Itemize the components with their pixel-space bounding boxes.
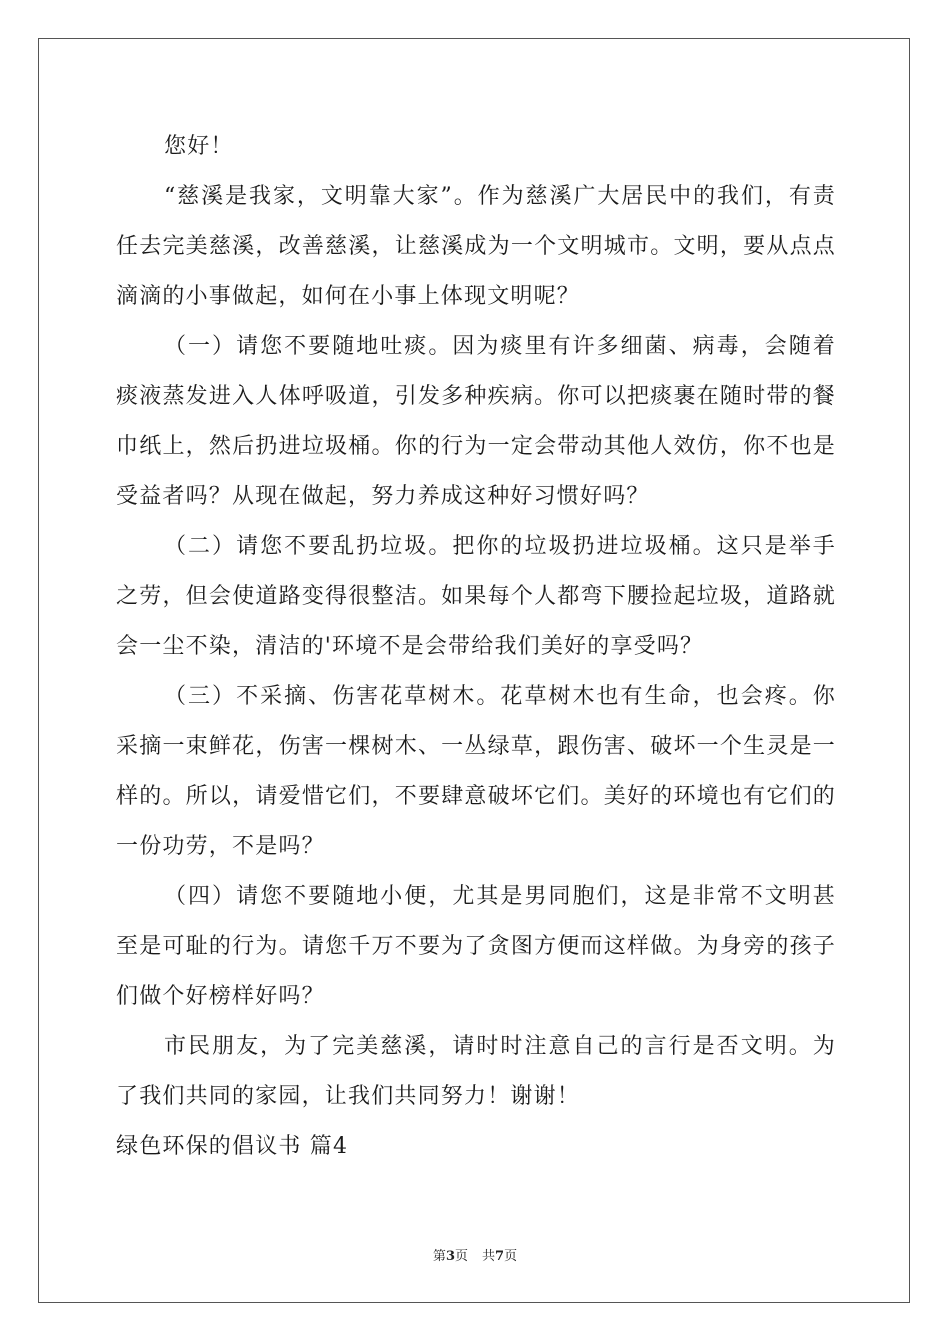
- total-prefix: 共: [482, 1249, 496, 1264]
- document-body: [116, 122, 836, 1172]
- page-footer: [0, 1245, 950, 1264]
- paragraph-closing: 市民朋友，为了完美慈溪，请时时注意自己的言行是否文明。为了我们共同的家园，让我们共同努力！谢谢！: [116, 1034, 836, 1109]
- total-suffix: 页: [504, 1249, 518, 1264]
- page-current: 3: [445, 1249, 455, 1264]
- paragraph-intro: “慈溪是我家，文明靠大家”。作为慈溪广大居民中的我们，有责任去完美慈溪，改善慈溪，让慈溪成为一个文明城市。文明，要从点点滴滴的小事做起，如何在小事上体现文明呢？: [116, 184, 836, 309]
- page-total: 7: [495, 1249, 505, 1264]
- greeting: 您好！: [164, 134, 234, 159]
- paragraph-item-2: （二）请您不要乱扔垃圾。把你的垃圾扔进垃圾桶。这只是举手之劳，但会使道路变得很整洁。如果每个人都弯下腰捡起垃圾，道路就会一尘不染，清洁的'环境不是会带给我们美好的享受吗？: [116, 534, 836, 659]
- paragraph-item-4: （四）请您不要随地小便，尤其是男同胞们，这是非常不文明甚至是可耻的行为。请您千万不要为了贪图方便而这样做。为身旁的孩子们做个好榜样好吗？: [116, 884, 836, 1009]
- paragraph-item-3: （三）不采摘、伤害花草树木。花草树木也有生命，也会疼。你采摘一束鲜花，伤害一棵树木、一丛绿草，跟伤害、破坏一个生灵是一样的。所以，请爱惜它们，不要肆意破坏它们。美好的环境也有它们的一份功劳，不是吗？: [116, 684, 836, 859]
- page-suffix: 页: [454, 1249, 468, 1264]
- page-prefix: 第: [432, 1249, 446, 1264]
- section-heading: 绿色环保的倡议书 篇4: [116, 1134, 349, 1159]
- paragraph-item-1: （一）请您不要随地吐痰。因为痰里有许多细菌、病毒，会随着痰液蒸发进入人体呼吸道，引发多种疾病。你可以把痰裹在随时带的餐巾纸上，然后扔进垃圾桶。你的行为一定会带动其他人效仿，你不也是受益者吗？从现在做起，努力养成这种好习惯好吗？: [116, 334, 836, 509]
